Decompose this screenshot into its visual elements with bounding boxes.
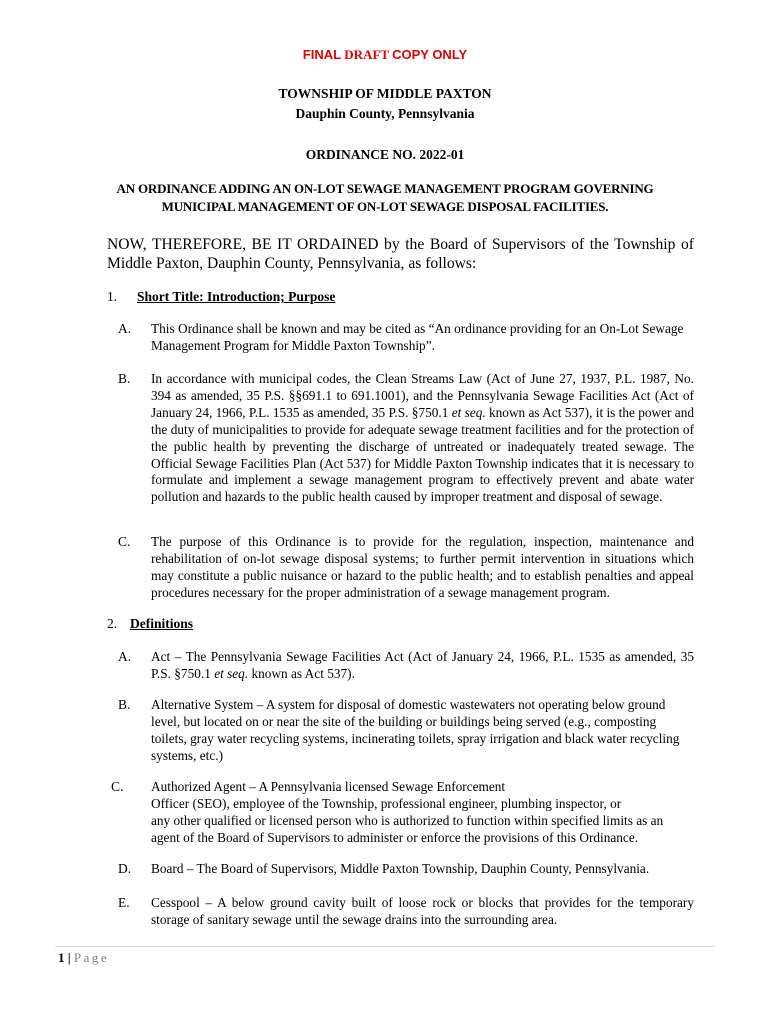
section-2-item-c-text: Authorized Agent – A Pennsylvania licensed Sewage Enforcement Officer (SEO), employee of the Township, professional engineer, plumbing inspector, or any other qualified or licensed person who is authorized to function within specified limits as an agent of the Board of Supervisors to administer or enforce the provisions of this Ordinance. [151, 779, 664, 845]
draft-final: FINAL [302, 47, 342, 62]
section-1-item-c-label: C. [118, 534, 131, 549]
county-heading: Dauphin County, Pennsylvania [295, 106, 475, 121]
section-2-item-b-text: Alternative System – A system for disposal of domestic wastewaters not operating below ground level, but located on or near the site of the building or buildings being served (e.g., composting toilets, gray water recycling systems, incinerating toilets, spray irrigation and black water recycling systems, etc.) [151, 697, 680, 763]
page-separator: | [67, 950, 71, 965]
section-1-item-c-text: The purpose of this Ordinance is to provide for the regulation, inspection, maintenance and rehabilitation of on-lot sewage disposal systems; to further permit intervention in situations which may constitute a public nuisance or hazard to the public health; and to establish penalties and appeal procedures necessary for the proper administration of a sewage management program. [151, 534, 694, 600]
section-2-item-d-text: Board – The Board of Supervisors, Middle Paxton Township, Dauphin County, Pennsylvania. [151, 861, 650, 876]
ordinance-number: ORDINANCE NO. 2022-01 [305, 147, 465, 162]
section-1-title: Short Title: Introduction; Purpose [137, 289, 336, 304]
page-footer [58, 950, 109, 966]
draft-word: DRAFT [344, 47, 389, 62]
section-2-item-d-label: D. [118, 861, 132, 876]
footer-divider [55, 946, 715, 947]
section-2-number: 2. [107, 616, 118, 631]
page-number: 1 [58, 950, 65, 965]
section-1-item-a-label: A. [118, 321, 132, 336]
section-1-item-b-label: B. [118, 371, 131, 386]
section-1-item-b-text: In accordance with municipal codes, the Clean Streams Law (Act of June 27, 1937, P.L. 1987, No. 394 as amended, 35 P.S. §§691.1 to 691.1001), and the Pennsylvania Sewage Facilities Act (Act of January 24, 1966, P.L. 1535 as amended, 35 P.S. §750.1 et seq. known as Act 537), it is the power and the duty of municipalities to provide for adequate sewage treatment facilities and for the protection of the public health by preventing the discharge of untreated or inadequately treated sewage. The Official Sewage Facilities Plan (Act 537) for Middle Paxton Township indicates that it is necessary to formulate and implement a sewage management program to effectively prevent and abate water pollution and hazards to the public health caused by improper treatment and disposal of sewage. [151, 371, 694, 505]
township-heading: TOWNSHIP OF MIDDLE PAXTON [278, 86, 492, 101]
section-2-item-c-label: C. [111, 779, 124, 794]
draft-watermark-label [0, 47, 770, 63]
section-2-item-e-text: Cesspool – A below ground cavity built of loose rock or blocks that provides for the temporary storage of sanitary sewage until the sewage drains into the surrounding area. [151, 895, 694, 927]
section-1-item-a-text: This Ordinance shall be known and may be cited as “An ordinance providing for an On-Lot Sewage Management Program for Middle Paxton Township”. [151, 321, 684, 353]
draft-rest: COPY ONLY [392, 47, 468, 62]
section-2-item-a-text: Act – The Pennsylvania Sewage Facilities Act (Act of January 24, 1966, P.L. 1535 as amended, 35 P.S. §750.1 et seq. known as Act 537). [151, 649, 694, 681]
section-1-number: 1. [107, 289, 118, 304]
section-2-item-b-label: B. [118, 697, 131, 712]
ordinance-title-line-1: AN ORDINANCE ADDING AN ON-LOT SEWAGE MANAGEMENT PROGRAM GOVERNING [116, 181, 654, 196]
page-word: Page [73, 950, 110, 965]
section-2-title: Definitions [130, 616, 194, 631]
enacting-clause: NOW, THEREFORE, BE IT ORDAINED by the Board of Supervisors of the Township of Middle Paxton, Dauphin County, Pennsylvania, as follows: [107, 236, 694, 272]
section-2-item-a-label: A. [118, 649, 132, 664]
ordinance-title-line-2: MUNICIPAL MANAGEMENT OF ON-LOT SEWAGE DISPOSAL FACILITIES. [161, 199, 609, 214]
section-2-item-e-label: E. [118, 895, 130, 910]
